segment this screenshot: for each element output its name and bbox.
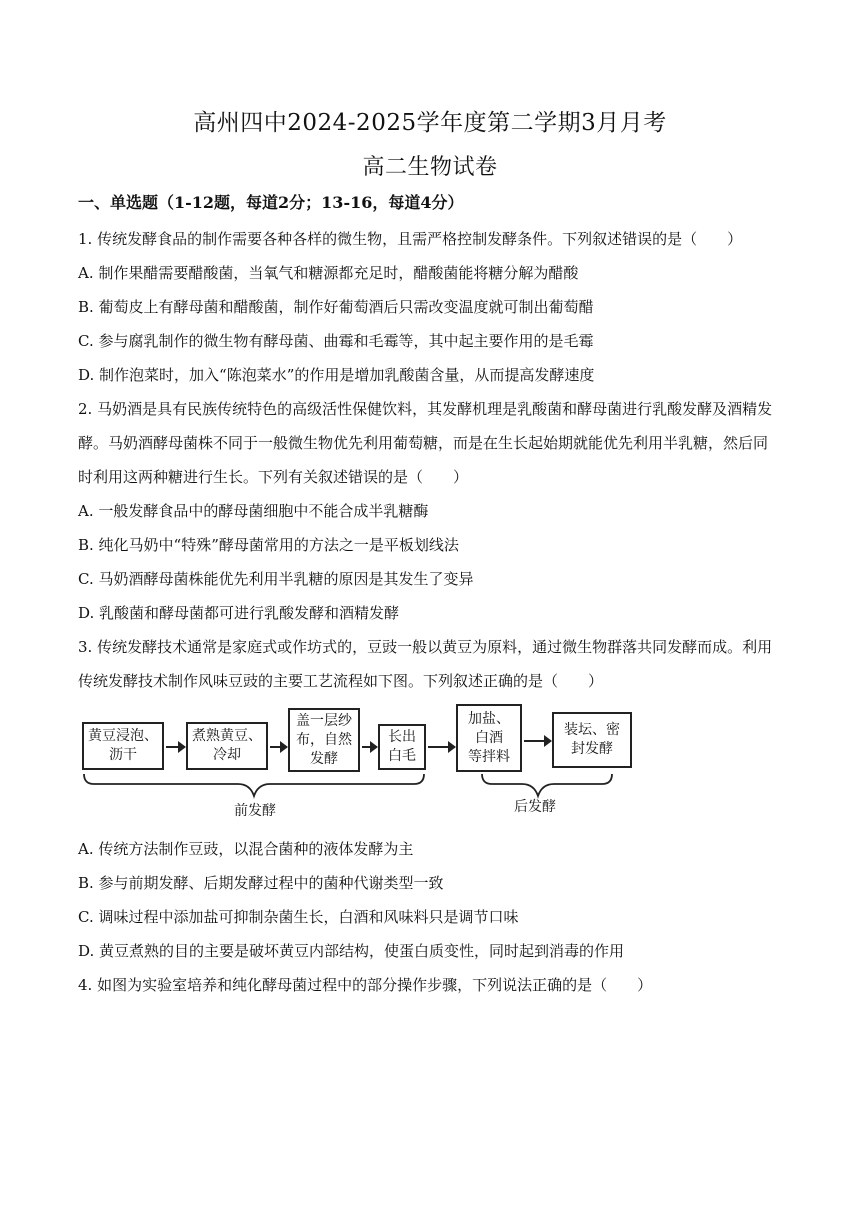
q3-option-a: A. 传统方法制作豆豉，以混合菌种的液体发酵为主 (78, 840, 414, 858)
q2-stem-line1: 2. 马奶酒是具有民族传统特色的高级活性保健饮料，其发酵机理是乳酸菌和酵母菌进行乳酸发酵及酒精发 (78, 400, 773, 418)
q1-option-d: D. 制作泡菜时，加入“陈泡菜水”的作用是增加乳酸菌含量，从而提高发酵速度 (78, 366, 595, 384)
q3-option-d: D. 黄豆煮熟的目的主要是破坏黄豆内部结构，使蛋白质变性，同时起到消毒的作用 (78, 942, 625, 960)
q4-stem: 4. 如图为实验室培养和纯化酵母菌过程中的部分操作步骤，下列说法正确的是（ ） (78, 976, 653, 994)
q2-stem-line2: 酵。马奶酒酵母菌株不同于一般微生物优先利用葡萄糖，而是在生长起始期就能优先利用半乳糖，然后同 (78, 434, 769, 452)
flow-arrow-3 (362, 746, 376, 748)
flow-step-boil: 煮熟黄豆、 冷却 (186, 722, 268, 770)
q3-option-c: C. 调味过程中添加盐可抑制杂菌生长，白酒和风味料只是调节口味 (78, 908, 519, 926)
exam-title: 高州四中2024-2025学年度第二学期3月月考 (193, 110, 667, 136)
q3-option-b: B. 参与前期发酵、后期发酵过程中的菌种代谢类型一致 (78, 874, 444, 892)
flow-step-salt: 加盐、 白酒 等拌料 (456, 704, 522, 772)
flow-arrow-5 (524, 740, 550, 742)
q1-stem: 1. 传统发酵食品的制作需要各种各样的微生物，且需严格控制发酵条件。下列叙述错误的是（ ） (78, 230, 743, 248)
q1-option-b: B. 葡萄皮上有酵母菌和醋酸菌，制作好葡萄酒后只需改变温度就可制出葡萄醋 (78, 298, 594, 316)
flow-arrow-4 (428, 746, 454, 748)
q2-option-b: B. 纯化马奶中“特殊”酵母菌常用的方法之一是平板划线法 (78, 536, 459, 554)
flow-step-cover: 盖一层纱 布，自然 发酵 (288, 708, 360, 772)
q2-stem-line3: 时利用这两种糖进行生长。下列有关叙述错误的是（ ） (78, 468, 469, 486)
douchi-process-flowchart (78, 700, 638, 825)
flow-arrow-2 (270, 746, 286, 748)
flow-arrow-1 (166, 746, 184, 748)
flow-step-mold: 长出 白毛 (378, 724, 426, 770)
q2-option-c: C. 马奶酒酵母菌株能优先利用半乳糖的原因是其发生了变异 (78, 570, 474, 588)
flow-label-pre-fermentation: 前发酵 (234, 803, 276, 819)
q3-stem-line2: 传统发酵技术制作风味豆豉的主要工艺流程如下图。下列叙述正确的是（ ） (78, 672, 604, 690)
q2-option-a: A. 一般发酵食品中的酵母菌细胞中不能合成半乳糖酶 (78, 502, 429, 520)
exam-subtitle: 高二生物试卷 (362, 155, 498, 180)
flow-step-seal: 装坛、密 封发酵 (552, 712, 632, 768)
q3-stem-line1: 3. 传统发酵技术通常是家庭式或作坊式的，豆豉一般以黄豆为原料，通过微生物群落共同发酵而成。利用 (78, 638, 773, 656)
section-heading: 一、单选题（1-12题，每道2分；13-16，每道4分） (78, 193, 464, 212)
q1-option-c: C. 参与腐乳制作的微生物有酵母菌、曲霉和毛霉等，其中起主要作用的是毛霉 (78, 332, 594, 350)
q1-option-a: A. 制作果醋需要醋酸菌，当氧气和糖源都充足时，醋酸菌能将糖分解为醋酸 (78, 264, 579, 282)
q2-option-d: D. 乳酸菌和酵母菌都可进行乳酸发酵和酒精发酵 (78, 604, 400, 622)
flow-step-soak: 黄豆浸泡、 沥干 (82, 722, 164, 770)
flow-label-post-fermentation: 后发酵 (514, 799, 556, 815)
